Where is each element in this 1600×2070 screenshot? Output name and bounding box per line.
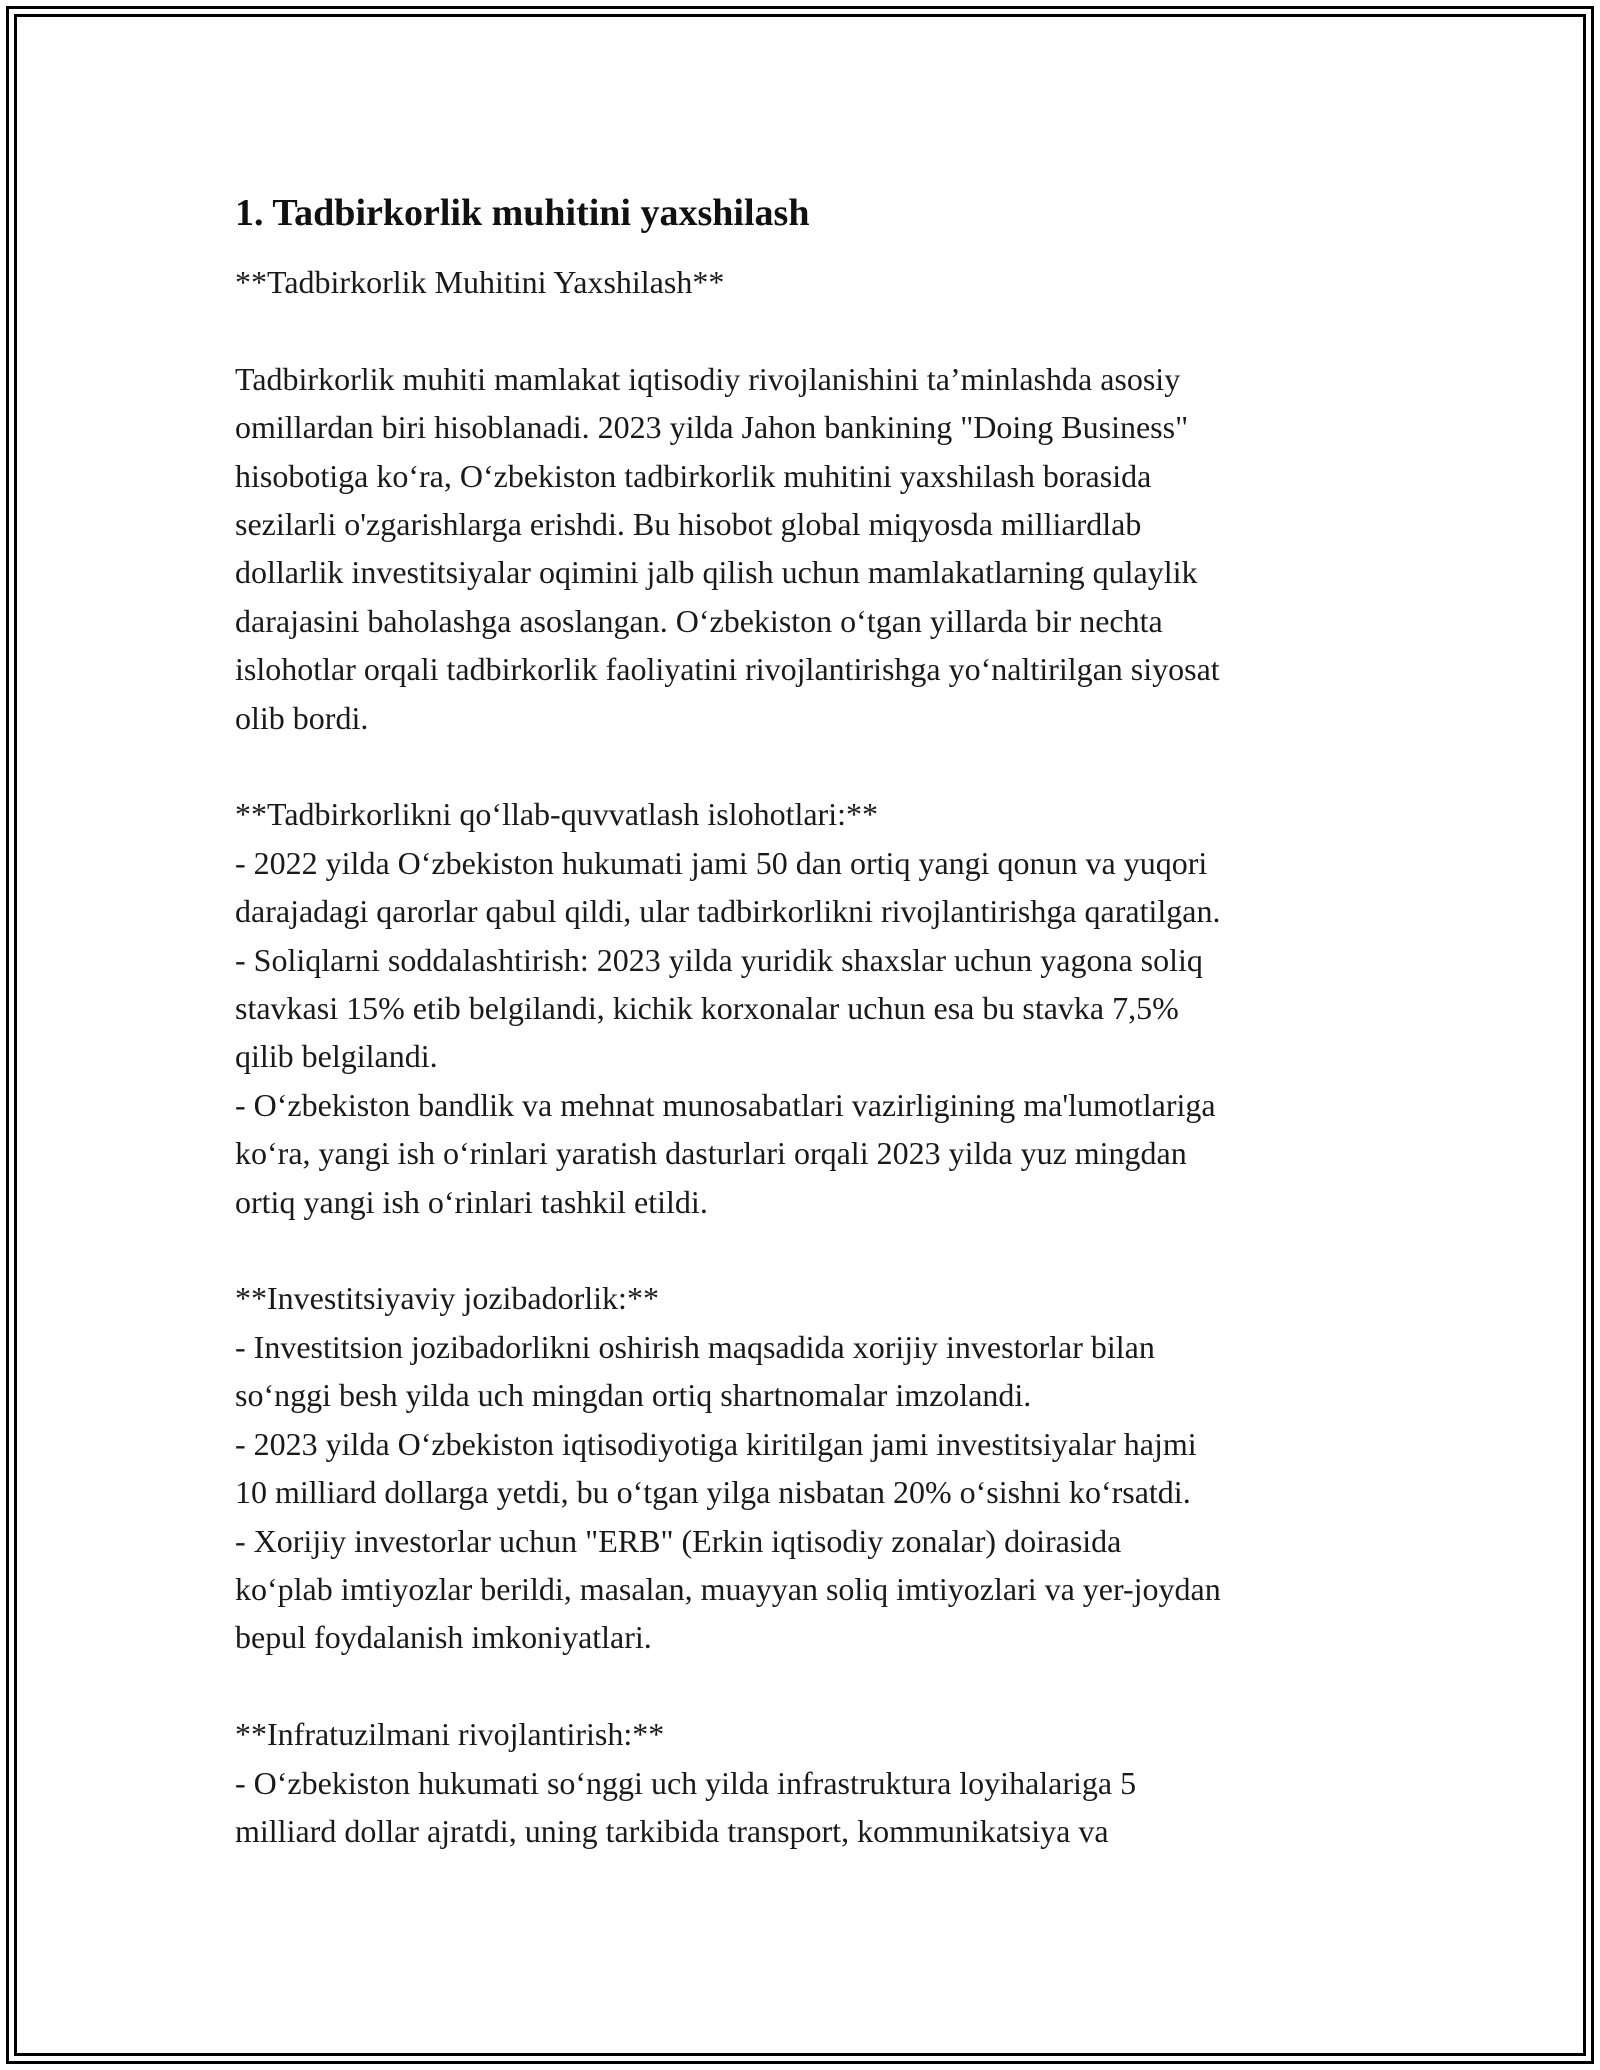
document-body bbox=[235, 186, 1395, 1855]
list-item: - 2022 yilda O‘zbekiston hukumati jami 50 dan ortiq yangi qonun va yuqori darajadagi qarorlar qabul qildi, ular tadbirkorlikni rivojlantirishga qaratilgan. bbox=[235, 844, 1221, 930]
list-item: - O‘zbekiston bandlik va mehnat munosabatlari vazirligining ma'lumotlariga ko‘ra, yangi ish o‘rinlari yaratish dasturlari orqali 2023 yilda yuz mingdan ortiq yangi ish o‘rinlari tashkil etildi. bbox=[235, 1086, 1216, 1220]
section-support-reforms bbox=[235, 790, 1395, 1226]
section-title: **Tadbirkorlikni qo‘llab-quvvatlash islohotlari:** bbox=[235, 796, 878, 833]
document-subtitle: **Tadbirkorlik Muhitini Yaxshilash** bbox=[235, 264, 725, 300]
section-infrastructure bbox=[235, 1710, 1395, 1855]
list-item: - 2023 yilda O‘zbekiston iqtisodiyotiga kiritilgan jami investitsiyalar hajmi 10 milliard dollarga yetdi, bu o‘tgan yilga nisbatan 20% o‘sishni ko‘rsatdi. bbox=[235, 1425, 1197, 1511]
list-item: - Xorijiy investorlar uchun "ERB" (Erkin iqtisodiy zonalar) doirasida ko‘plab imtiyozlar berildi, masalan, muayyan soliq imtiyozlari va yer-joydan bepul foydalanish imkoniyatlari. bbox=[235, 1522, 1221, 1656]
list-item: - Investitsion jozibadorlikni oshirish maqsadida xorijiy investorlar bilan so‘nggi besh yilda uch mingdan ortiq shartnomalar imzolandi. bbox=[235, 1328, 1155, 1414]
section-title: **Investitsiyaviy jozibadorlik:** bbox=[235, 1280, 659, 1317]
intro-paragraph: Tadbirkorlik muhiti mamlakat iqtisodiy rivojlanishini ta’minlashda asosiy omillardan biri hisoblanadi. 2023 yilda Jahon bankining "Doing Business" hisobotiga ko‘ra, O‘zbekiston tadbirkorlik muhitini yaxshilash borasida sezilarli o'zgarishlarga erishdi. Bu hisobot global miqyosda milliardlab dollarlik investitsiyalar oqimini jalb qilish uchun mamlakatlarning qulaylik darajasini baholashga asoslangan. O‘zbekiston o‘tgan yillarda bir nechta islohotlar orqali tadbirkorlik faoliyatini rivojlantirishga yo‘naltirilgan siyosat olib bordi. bbox=[235, 360, 1220, 736]
list-item: - Soliqlarni soddalashtirish: 2023 yilda yuridik shaxslar uchun yagona soliq stavkasi 15% etib belgilandi, kichik korxonalar uchun esa bu stavka 7,5% qilib belgilandi. bbox=[235, 941, 1203, 1075]
list-item: - O‘zbekiston hukumati so‘nggi uch yilda infrastruktura loyihalariga 5 milliard dollar ajratdi, uning tarkibida transport, kommunikatsiya va bbox=[235, 1764, 1137, 1849]
section-investment-attractiveness bbox=[235, 1274, 1395, 1661]
section-title: **Infratuzilmani rivojlantirish:** bbox=[235, 1716, 665, 1753]
section-heading: 1. Tadbirkorlik muhitini yaxshilash bbox=[235, 192, 810, 234]
